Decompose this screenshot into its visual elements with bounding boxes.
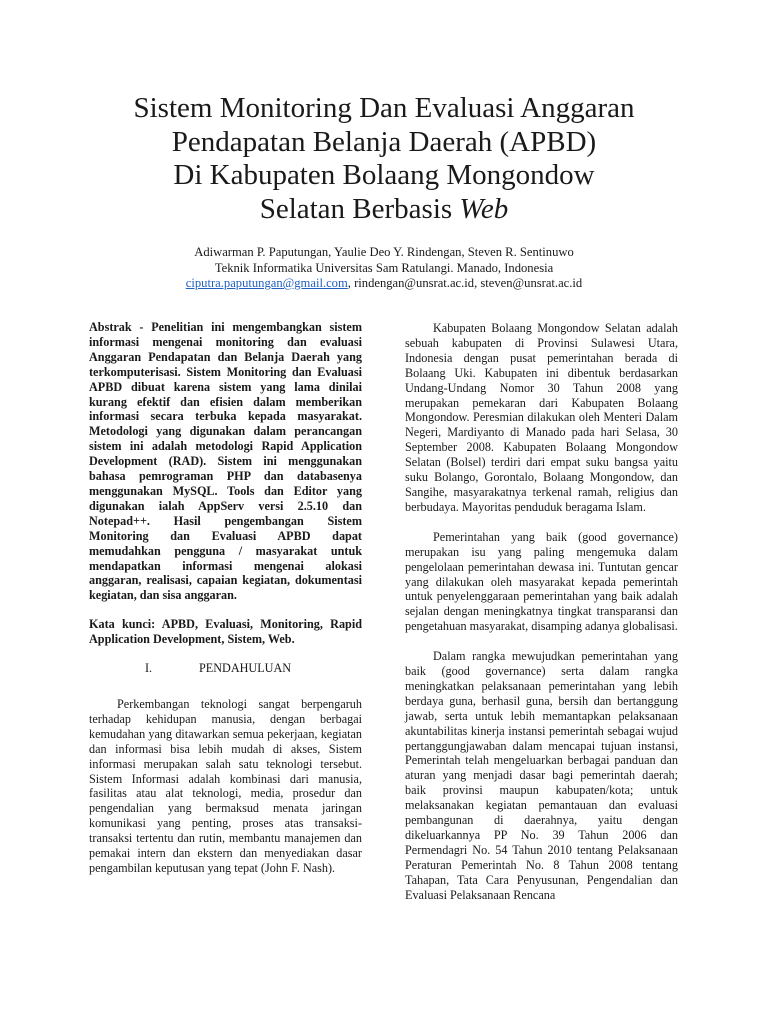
left-column <box>89 320 362 876</box>
title-line-2: Pendapatan Belanja Daerah (APBD) <box>171 125 597 158</box>
title-line-4-plain: Selatan Berbasis <box>259 192 460 225</box>
section-title: PENDAHULUAN <box>199 661 292 676</box>
section-number: I. <box>145 661 153 676</box>
email-link[interactable]: ciputra.paputungan@gmail.com <box>185 276 348 290</box>
section-heading <box>89 661 362 677</box>
author-names: Adiwarman P. Paputungan, Yaulie Deo Y. Rindengan, Steven R. Sentinuwo <box>194 245 574 259</box>
title-line-4 <box>0 193 768 227</box>
paper-title <box>0 92 768 226</box>
abstract: Abstrak - Penelitian ini mengembangkan sistem informasi mengenai monitoring dan evaluasi Anggaran Pendapatan dan Belanja Daerah yang terkomputerisasi. Sistem Monitoring dan Evaluasi APBD dibuat karena sistem yang lama dinilai kurang efektif dan efisien dalam memberikan informasi secara terbuka kepada masyarakat. Metodologi yang digunakan dalam perancangan sistem ini adalah metodologi Rapid Application Development (RAD). Sistem ini menggunakan bahasa pemrograman PHP dan databasenya menggunakan MySQL. Tools dan Editor yang digunakan ialah AppServ versi 2.5.10 dan Notepad++. Hasil pengembangan Sistem Monitoring dan Evaluasi APBD dapat memudahkan pengguna / masyarakat untuk mendapatkan informasi mengenai alokasi anggaran, realisasi, capaian kegiatan, dokumentasi kegiatan, dan sisa anggaran. <box>89 320 362 603</box>
title-line-4-italic: Web <box>459 192 509 225</box>
body-paragraph-1: Kabupaten Bolaang Mongondow Selatan adalah sebuah kabupaten di Provinsi Sulawesi Utara, Indonesia dengan pusat pemerintahan berada di Bolaang Uki. Kabupaten ini dibentuk berdasarkan Undang-Undang Nomor 30 Tahun 2008 yang merupakan pemekaran dari Kabupaten Bolaang Mongondow. Peresmian dilakukan oleh Menteri Dalam Negeri, Mardiyanto di Manado pada hari Selasa, 30 September 2008. Kabupaten Bolaang Mongondow Selatan (Bolsel) terdiri dari empat suku bangsa yaitu suku Bolango, Gorontalo, Bolaang Mongondow, dan Sangihe, masyarakatnya terkenal ramah, religius dan berbudaya. Mayoritas penduduk beragama Islam. <box>405 321 678 514</box>
author-affiliation: Teknik Informatika Universitas Sam Ratulangi. Manado, Indonesia <box>214 260 554 275</box>
body-paragraph-3: Dalam rangka mewujudkan pemerintahan yang baik (good governance) serta dalam rangka meningkatkan pelaksanaan pemerintahan yang lebih berdaya guna, berhasil guna, bersih dan bertanggung jawab, serta untuk lebih memantapkan pelaksanaan akuntabilitas kinerja instansi pemerintah sebagai wujud pertanggungjawaban dalam mencapai tujuan instansi, Pemerintah telah mengeluarkan berbagai panduan dan aturan yang menjadi dasar bagi pemerintah daerah; baik provinsi maupun kabupaten/kota; untuk melaksanakan kegiatan pemantauan dan evaluasi pembangunan di daerahnya, yaitu dengan dikeluarkannya PP No. 39 Tahun 2006 dan Permendagri No. 54 Tahun 2010 tentang Pelaksanaan Peraturan Pemerintah No. 8 Tahun 2008 tentang Tahapan, Tata Cara Penyusunan, Pengendalian dan Evaluasi Pelaksanaan Rencana <box>405 649 678 902</box>
author-block <box>0 245 768 292</box>
right-column <box>405 321 678 903</box>
email-rest: , rindengan@unsrat.ac.id, steven@unsrat.ac.id <box>347 276 583 290</box>
keywords: Kata kunci: APBD, Evaluasi, Monitoring, Rapid Application Development, Sistem, Web. <box>89 617 362 647</box>
intro-paragraph: Perkembangan teknologi sangat berpengaruh terhadap kehidupan manusia, dengan berbagai kemudahan yang ditawarkan semua pekerjaan, kegiatan dan informasi bisa lebih mudah di akses, Sistem informasi merupakan salah satu teknologi tersebut. Sistem Informasi adalah kombinasi dari manusia, fasilitas atau alat teknologi, media, prosedur dan pengendalian yang bermaksud menata jaringan komunikasi yang penting, proses atas transaksi-transaksi tertentu dan rutin, membantu manajemen dan pemakai intern dan ekstern dan menyediakan dasar pengambilan keputusan yang tepat (John F. Nash). <box>89 697 362 875</box>
body-paragraph-2: Pemerintahan yang baik (good governance) merupakan isu yang paling mengemuka dalam pengelolaan pemerintahan dewasa ini. Tuntutan gencar yang dilakukan oleh masyarakat kepada pemerintah untuk penyelenggaraan pemerintahan yang baik adalah sejalan dengan meningkatnya tingkat transparansi dan pengetahuan masyarakat, disamping adanya globalisasi. <box>405 529 678 634</box>
title-line-1: Sistem Monitoring Dan Evaluasi Anggaran <box>133 92 635 124</box>
title-line-3: Di Kabupaten Bolaang Mongondow <box>173 159 595 191</box>
author-emails <box>0 276 768 292</box>
